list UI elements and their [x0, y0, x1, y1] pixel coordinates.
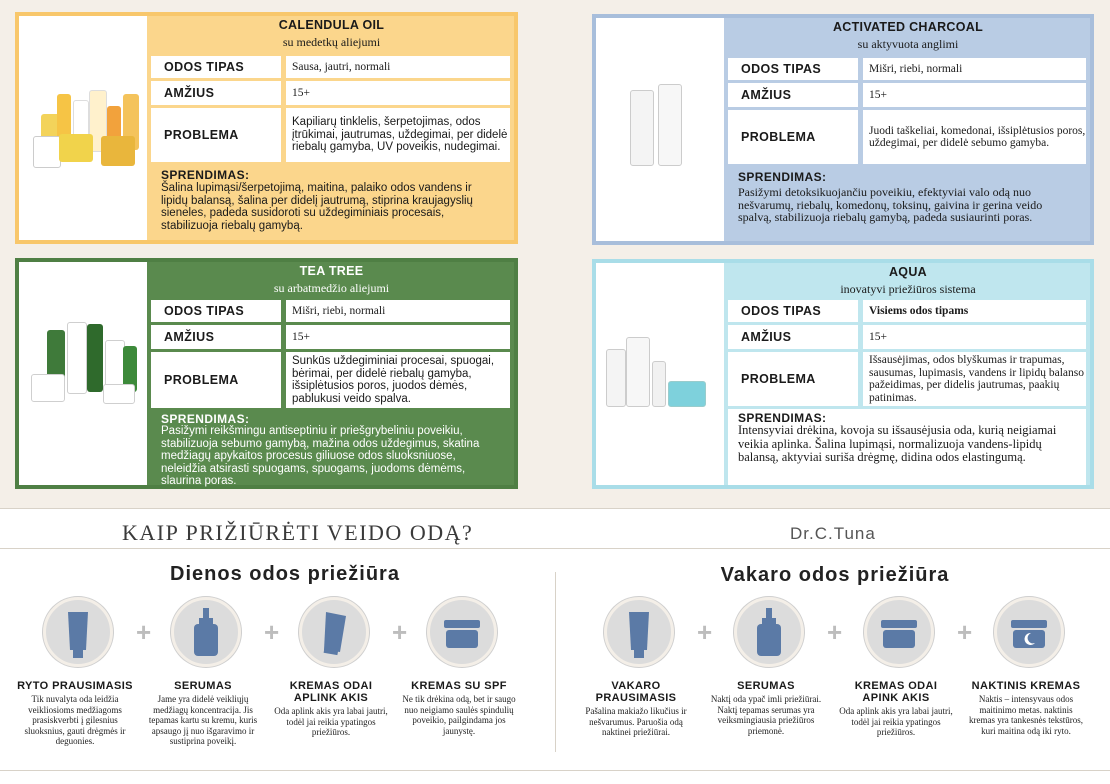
care-step	[400, 680, 518, 736]
care-step-name: RYTO PRAUSIMASIS	[17, 680, 133, 692]
solution-text: Šalina lupimąsi/šerpetojimą, maitina, palaiko odos vandens ir lipidų balansą, šalina per didelį jautrumą, stiprina kraujagyslių sieneles, padeda susidoroti su uždegiminiais procesais, stabilizuoja riebalų gamybą.	[161, 182, 473, 232]
skin-type-value: Sausa, jautri, normali	[286, 56, 510, 78]
care-step-description: Oda aplink akis yra labai jautri, todėl jai reikia ypatingos priežiūros.	[274, 706, 388, 737]
product-photo-calendula	[19, 16, 147, 240]
tube-icon	[87, 324, 103, 392]
card-teatree	[15, 258, 518, 489]
card-title: AQUA	[888, 265, 927, 279]
skin-type-row	[726, 300, 1090, 322]
jar-icon	[33, 136, 61, 168]
age-value: 15+	[286, 325, 510, 349]
skin-type-value: Mišri, riebi, normali	[286, 300, 510, 322]
age-label: AMŽIUS	[151, 81, 281, 105]
problem-value: Juodi taškeliai, komedonai, išsiplėtusios poros, uždegimai, per didelė sebumo gamyba.	[863, 110, 1086, 164]
solution-label: SPRENDIMAS:	[161, 412, 250, 426]
care-step-name: VAKARO PRAUSIMASIS	[595, 680, 677, 704]
plus-icon: +	[392, 617, 408, 647]
tube-icon	[626, 337, 650, 407]
card-aqua	[592, 259, 1094, 489]
plus-icon: +	[957, 617, 973, 647]
bottle-icon	[606, 349, 626, 407]
night-cream-jar-icon	[994, 597, 1064, 667]
cream-jar-icon	[864, 597, 934, 667]
card-content	[149, 262, 514, 485]
skin-type-row	[149, 300, 514, 322]
skin-type-value: Visiems odos tipams	[863, 300, 1086, 322]
problem-label: PROBLEMA	[728, 110, 858, 164]
jar-icon	[668, 381, 706, 407]
card-content	[726, 263, 1090, 485]
tube-icon	[604, 597, 674, 667]
care-step-name: KREMAS ODAI APLINK AKIS	[289, 680, 373, 704]
skin-type-label: ODOS TIPAS	[151, 56, 281, 78]
care-step-description: Pašalina makiažo likučius ir nešvarumus. Paruošia odą naktinei priežiūrai.	[585, 706, 687, 737]
eye-cream-tube-icon	[299, 597, 369, 667]
card-title: TEA TREE	[299, 264, 364, 278]
solution-text: Intensyviai drėkina, kovoja su išsausėjusia oda, kurią neigiamai veikia aplinka. Šalina lupimąsi, normalizuoja vandens-lipidų balansą, aktyviai suriša drėgmę, didina odos elastingumą.	[738, 423, 1057, 464]
age-label: AMŽIUS	[728, 83, 858, 107]
bottle-icon	[658, 84, 682, 166]
care-step	[272, 680, 390, 738]
solution-label: SPRENDIMAS:	[161, 168, 250, 182]
age-row	[149, 325, 514, 349]
product-photo-teatree	[19, 262, 147, 485]
tube-icon	[630, 90, 654, 166]
card-calendula	[15, 12, 518, 244]
age-label: AMŽIUS	[728, 325, 858, 349]
problem-row	[726, 352, 1090, 406]
age-value: 15+	[863, 83, 1086, 107]
day-care-title: Dienos odos priežiūra	[170, 563, 400, 585]
care-step	[837, 680, 955, 738]
solution-text: Pasižymi reikšmingu antiseptiniu ir priešgrybeliniu poveikiu, stabilizuoja sebumo gamybą, mažina odos uždegimus, skatina medžiagų apykaitos procesus giliuose odos sluoksniuose, neleidžia atsirasti spuogams, spuogams, juodoms dėmėms, slaurina poras.	[161, 425, 480, 487]
dropper-bottle-icon	[734, 597, 804, 667]
care-step-description: Naktį oda ypač imli priežiūrai. Naktį tepamas serumas yra veiksmingiausia priežiūros priemonė.	[710, 694, 822, 736]
skin-type-label: ODOS TIPAS	[728, 58, 858, 80]
card-charcoal	[592, 14, 1094, 245]
card-title: CALENDULA OIL	[278, 18, 385, 32]
skin-type-row	[726, 58, 1090, 80]
plus-icon: +	[827, 617, 843, 647]
guide-title: KAIP PRIŽIŪRĖTI VEIDO ODĄ?	[122, 520, 474, 545]
card-content	[149, 16, 514, 240]
problem-row	[149, 352, 514, 408]
care-step	[577, 680, 695, 738]
tube-icon	[43, 597, 113, 667]
problem-label: PROBLEMA	[151, 108, 281, 162]
age-label: AMŽIUS	[151, 325, 281, 349]
skin-type-value: Mišri, riebi, normali	[863, 58, 1086, 80]
problem-value: Sunkūs uždegiminiai procesai, spuogai, bėrimai, per didelė riebalų gamyba, išsiplėtusios poros, juodos dėmės, pablukusi veido spalva.	[286, 352, 510, 408]
jar-icon	[31, 374, 65, 402]
solution-label: SPRENDIMAS:	[738, 411, 827, 425]
product-photo-charcoal	[596, 18, 724, 241]
divider	[0, 508, 1110, 509]
dropper-bottle-icon	[652, 361, 666, 407]
solution-box	[728, 409, 1086, 485]
care-step-name: KREMAS ODAI APINK AKIS	[854, 680, 938, 704]
care-step-description: Oda aplink akis yra labai jautri, todėl jai reikia ypatingos priežiūros.	[839, 706, 953, 737]
skin-type-label: ODOS TIPAS	[151, 300, 281, 322]
card-subtitle: su aktyvuota anglimi	[857, 37, 959, 51]
card-subtitle: su medetkų aliejumi	[282, 35, 381, 49]
solution-label: SPRENDIMAS:	[738, 170, 827, 184]
age-value: 15+	[286, 81, 510, 105]
age-row	[726, 83, 1090, 107]
skin-type-row	[149, 56, 514, 78]
age-row	[149, 81, 514, 105]
care-step-name: NAKTINIS KREMAS	[971, 680, 1081, 692]
divider	[0, 548, 1110, 549]
skin-type-label: ODOS TIPAS	[728, 300, 858, 322]
care-step	[967, 680, 1085, 736]
care-step-description: Tik nuvalyta oda leidžia veikliosioms medžiagoms prasiskverbti į gilesnius sluoksnius, gauti drėgmės ir deguonies.	[24, 694, 126, 746]
care-step-description: Jame yra didelė veikliųjų medžiagų koncentracija. Jis tepamas kartu su kremu, kuris apsaugo jį nuo išgaravimo ir sustiprina poveikį.	[148, 694, 258, 746]
solution-text: Pasižymi detoksikuojančiu poveikiu, efektyviai valo odą nuo nešvarumų, riebalų, komedonų, toksinų, gaivina ir gerina veido spalvą, stabilizuoja riebalų gamybą, padeda susiaurinti poras.	[738, 185, 1043, 224]
care-step-name: KREMAS SU SPF	[411, 680, 507, 692]
divider	[0, 770, 1110, 771]
care-step	[707, 680, 825, 736]
problem-row	[726, 110, 1090, 164]
divider	[555, 572, 556, 752]
jar-icon	[103, 384, 135, 404]
dropper-bottle-icon	[171, 597, 241, 667]
plus-icon: +	[697, 617, 713, 647]
problem-value: Kapiliarų tinklelis, šerpetojimas, odos įtrūkimai, jautrumas, uždegimai, per didelė riebalų gamyba, UV poveikis, nudegimai.	[286, 108, 510, 162]
bottle-icon	[67, 322, 87, 394]
card-content	[726, 18, 1090, 241]
age-row	[726, 325, 1090, 349]
care-step-name: SERUMAS	[174, 680, 232, 692]
problem-label: PROBLEMA	[728, 352, 858, 406]
brand-logo: Dr.C.Tuna	[790, 524, 876, 543]
box-icon	[101, 136, 135, 166]
care-step-description: Ne tik drėkina odą, bet ir saugo nuo neigiamo saulės spindulių poveikio, pailgindama jos jaunystę.	[402, 694, 516, 736]
card-title: ACTIVATED CHARCOAL	[832, 20, 984, 34]
card-subtitle: inovatyvi priežiūros sistema	[840, 282, 976, 296]
night-care-title: Vakaro odos priežiūra	[720, 564, 950, 586]
care-step	[144, 680, 262, 747]
problem-label: PROBLEMA	[151, 352, 281, 408]
card-subtitle: su arbatmedžio aliejumi	[273, 281, 390, 295]
care-step-description: Naktis – intensyvaus odos maitinimo metas. naktinis kremas yra tankesnės tekstūros, kuri maitina odą iki ryto.	[969, 694, 1083, 736]
cream-jar-icon	[427, 597, 497, 667]
problem-value: Išsausėjimas, odos blyškumas ir trapumas, sausumas, lupimasis, vandens ir lipidų balanso pažeidimas, per didelis jautrumas, paakių patinimas.	[863, 352, 1086, 406]
care-step	[16, 680, 134, 747]
box-icon	[59, 134, 93, 162]
product-photo-aqua	[596, 263, 724, 485]
care-step-name: SERUMAS	[737, 680, 795, 692]
age-value: 15+	[863, 325, 1086, 349]
problem-row	[149, 108, 514, 162]
plus-icon: +	[136, 617, 152, 647]
plus-icon: +	[264, 617, 280, 647]
